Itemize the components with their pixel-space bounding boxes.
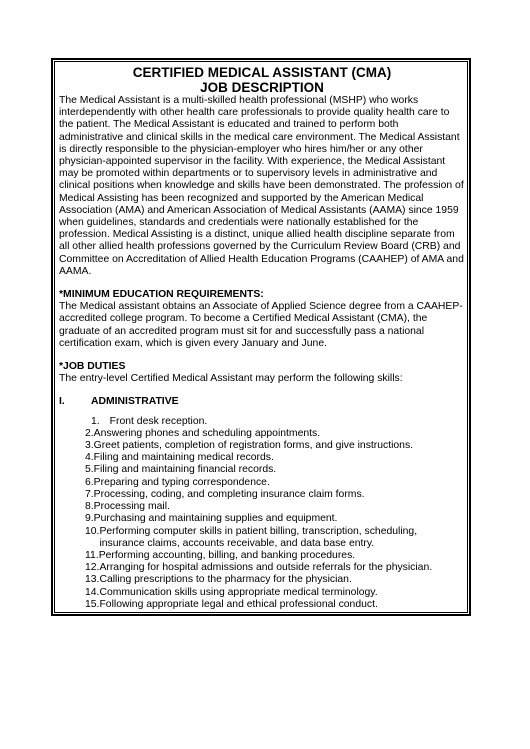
title-line-1: CERTIFIED MEDICAL ASSISTANT (CMA) bbox=[132, 65, 392, 80]
list-item-text: Performing accounting, billing, and banking procedures. bbox=[98, 549, 356, 561]
administrative-duties-list bbox=[59, 416, 465, 611]
list-item-text: Communication skills using appropriate medical terminology. bbox=[99, 586, 378, 598]
section-number: I. bbox=[59, 396, 65, 408]
list-item-number: 3. bbox=[85, 440, 94, 452]
education-heading: *MINIMUM EDUCATION REQUIREMENTS: bbox=[59, 289, 264, 301]
list-item bbox=[85, 452, 465, 464]
list-item-number: 13. bbox=[85, 574, 100, 586]
intro-paragraph: The Medical Assistant is a multi-skilled health professional (MSHP) who works interdependently with other health care professionals to provide quality health care to the patient. The Medical Assistant is educated and trained to perform both administrative and clinical skills in the medical care environment. The Medical Assistant is directly responsible to the physician-employer who hires him/her or any other physician-appointed supervisor in the facility. With experience, the Medical Assistant may be promoted within departments or to supervisory levels in administrative and clinical positions when knowledge and skills have been demonstrated. The profession of Medical Assisting has been recognized and supported by the American Medical Association (AMA) and American Association of Medical Assistants (AAMA) since 1959 when guidelines, standards and credentials were nationally established for the profession. Medical Assisting is a distinct, unique allied health discipline separate from all other allied health professions governed by the Curriculum Review Board (CRB) and Committee on Accreditation of Allied Health Education Programs (CAAHEP) of AMA and AAMA. bbox=[59, 95, 464, 277]
list-item-number: 9. bbox=[85, 513, 94, 525]
list-item-number: 14. bbox=[85, 586, 100, 598]
list-item-text: Calling prescriptions to the pharmacy for the physician. bbox=[99, 574, 352, 586]
list-item-text: Following appropriate legal and ethical professional conduct. bbox=[99, 598, 378, 610]
list-item bbox=[85, 526, 465, 550]
list-item-text: Preparing and typing correspondence. bbox=[93, 476, 270, 488]
list-item-number: 6. bbox=[85, 476, 94, 488]
document-title bbox=[59, 66, 465, 95]
list-item-text: Filing and maintaining medical records. bbox=[93, 452, 274, 464]
duties-intro: The entry-level Certified Medical Assistant may perform the following skills: bbox=[59, 373, 403, 385]
list-item bbox=[85, 550, 465, 562]
list-item bbox=[85, 513, 465, 525]
list-item-number: 2. bbox=[85, 427, 94, 439]
list-item bbox=[85, 574, 465, 586]
list-item-number: 7. bbox=[85, 488, 94, 500]
list-item-text: Arranging for hospital admissions and outside referrals for the physician. bbox=[99, 562, 433, 574]
list-item-number: 10. bbox=[85, 525, 100, 537]
list-item bbox=[85, 428, 465, 440]
list-item bbox=[85, 464, 465, 476]
list-item bbox=[85, 562, 465, 574]
list-item bbox=[85, 587, 465, 599]
list-item bbox=[85, 489, 465, 501]
list-item-number: 5. bbox=[85, 464, 94, 476]
list-item-text: Filing and maintaining financial records. bbox=[93, 464, 277, 476]
duties-heading: *JOB DUTIES bbox=[59, 361, 126, 373]
title-line-2: JOB DESCRIPTION bbox=[200, 79, 324, 95]
document-body bbox=[59, 66, 465, 611]
section-title: ADMINISTRATIVE bbox=[91, 396, 179, 408]
list-item bbox=[85, 440, 465, 452]
list-item-number: 1. bbox=[91, 415, 100, 427]
list-item-text: Front desk reception. bbox=[109, 415, 208, 427]
list-item-number: 15. bbox=[85, 598, 100, 610]
list-item-text: Processing, coding, and completing insurance claim forms. bbox=[93, 488, 365, 500]
list-item bbox=[85, 599, 465, 611]
list-item-text: Processing mail. bbox=[93, 501, 170, 513]
list-item-text: Answering phones and scheduling appointments. bbox=[93, 427, 321, 439]
list-item-number: 8. bbox=[85, 501, 94, 513]
list-item-number: 4. bbox=[85, 452, 94, 464]
list-item-text: Greet patients, completion of registration forms, and give instructions. bbox=[93, 440, 414, 452]
list-item-number: 11. bbox=[85, 549, 99, 561]
section-heading-administrative bbox=[59, 396, 465, 408]
list-item-text: Purchasing and maintaining supplies and equipment. bbox=[93, 513, 338, 525]
list-item bbox=[85, 477, 465, 489]
list-item bbox=[85, 501, 465, 513]
list-item bbox=[91, 416, 465, 428]
education-paragraph: The Medical assistant obtains an Associate of Applied Science degree from a CAAHEP-accredited college program. To become a Certified Medical Assistant (CMA), the graduate of an accredited program must sit for and successfully pass a national certification exam, which is given every January and June. bbox=[59, 301, 463, 349]
list-item-number: 12. bbox=[85, 562, 100, 574]
list-item-text: Performing computer skills in patient billing, transcription, scheduling, insurance claims, accounts receivable, and data base entry. bbox=[99, 525, 418, 549]
